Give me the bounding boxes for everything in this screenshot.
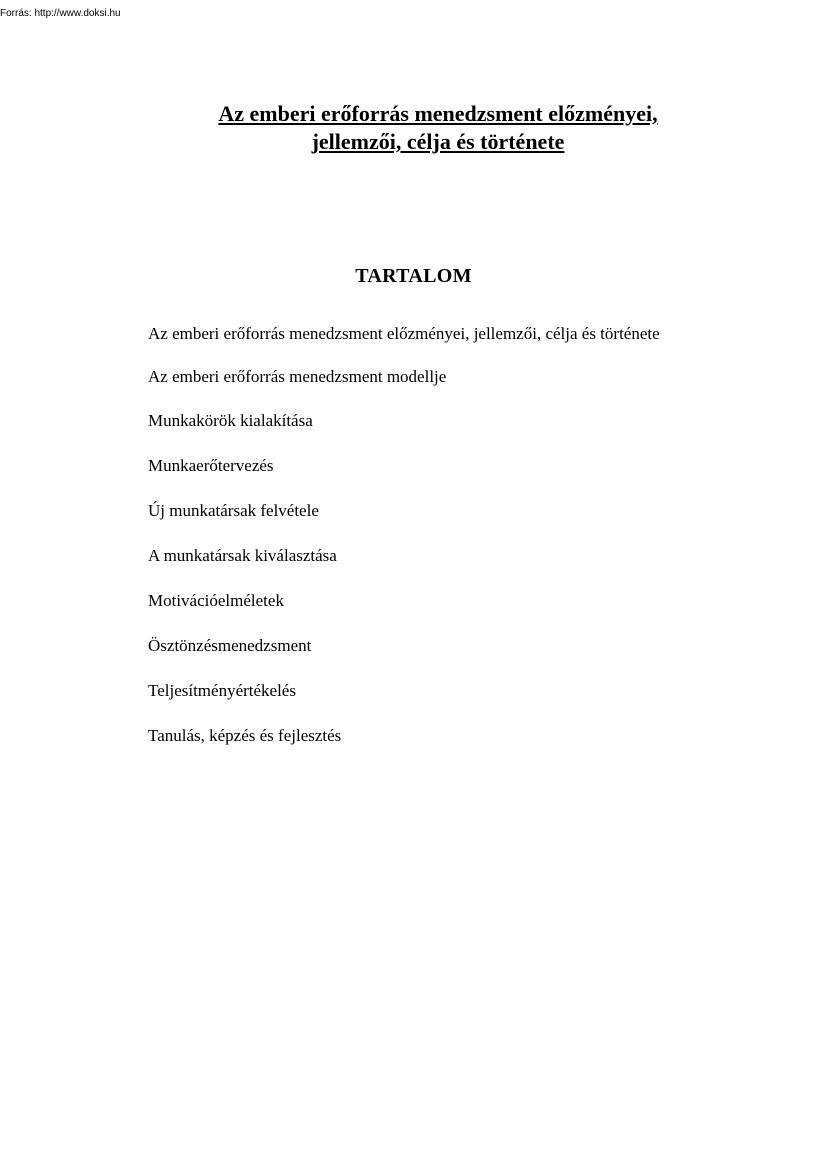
toc-item: Munkakörök kialakítása	[148, 411, 313, 430]
document-title-line-1: Az emberi erőforrás menedzsment előzményei,	[218, 101, 658, 126]
toc-heading: TARTALOM	[355, 265, 472, 287]
toc-item: Új munkatársak felvétele	[148, 501, 319, 520]
document-title	[150, 100, 726, 156]
toc-item: Ösztönzésmenedzsment	[148, 636, 312, 655]
toc-item: Tanulás, képzés és fejlesztés	[148, 726, 342, 745]
toc-item: Az emberi erőforrás menedzsment modellje	[148, 367, 447, 386]
toc-item: Motivációelméletek	[148, 591, 284, 610]
document-title-line-2: jellemzői, célja és története	[311, 129, 565, 154]
toc-item: Munkaerőtervezés	[148, 456, 274, 475]
toc-item: A munkatársak kiválasztása	[148, 546, 337, 565]
table-of-contents	[148, 323, 688, 746]
source-note: Forrás: http://www.doksi.hu	[0, 8, 121, 19]
toc-item: Teljesítményértékelés	[148, 681, 296, 700]
toc-item: Az emberi erőforrás menedzsment előzményei, jellemzői, célja és története	[148, 324, 660, 343]
